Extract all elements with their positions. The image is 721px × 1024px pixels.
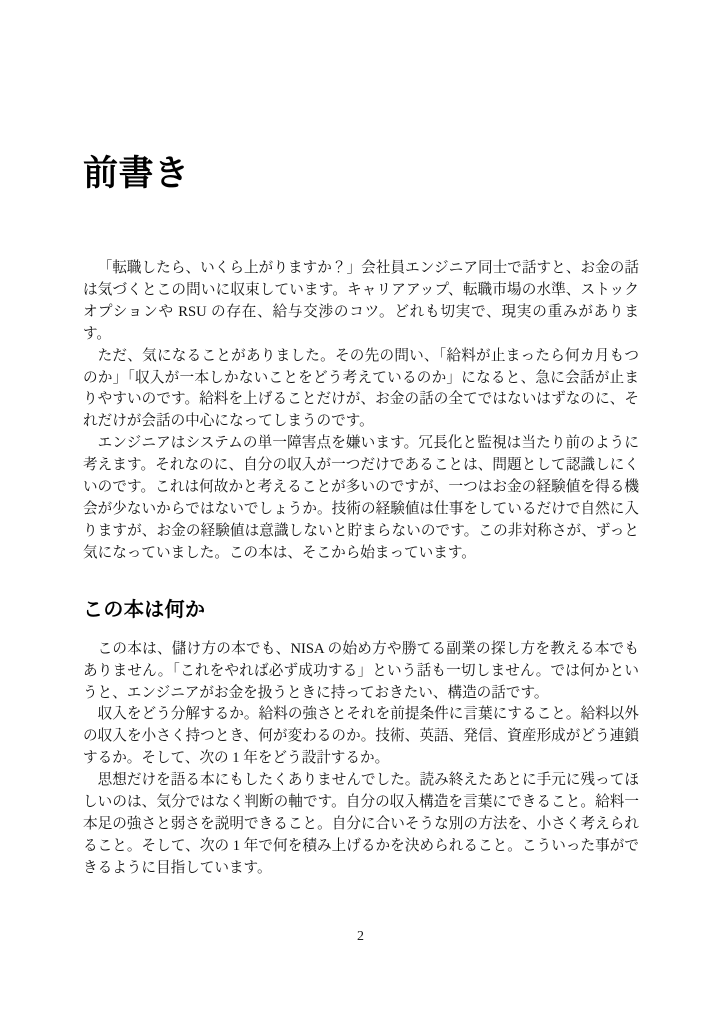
page-number: 2 bbox=[357, 929, 364, 944]
paragraph: 収入をどう分解するか。給料の強さとそれを前提条件に言葉にすること。給料以外の収入を小さく持つとき、何が変わるのか。技術、英語、発信、資産形成がどう連鎖するか。そして、次の 1 年をどう設計するか。 bbox=[83, 706, 639, 767]
page-content bbox=[83, 0, 639, 880]
paragraph: この本は、儲け方の本でも、NISA の始め方や勝てる副業の探し方を教える本でもありません。「これをやれば必ず成功する」という話も一切しません。では何かというと、エンジニアがお金を扱うときに持っておきたい、構造の話です。 bbox=[83, 640, 639, 701]
page-title: 前書き bbox=[83, 154, 190, 194]
spacer-title bbox=[83, 192, 639, 258]
section-heading-what-is-this-book: この本は何か bbox=[83, 596, 206, 621]
paragraph: ただ、気になることがありました。その先の問い、「給料が止まったら何カ月もつのか」「収入が一本しかないことをどう考えているのか」になると、急に会話が止まりやすいのです。給料を上げることだけが、お金の話の全てではないはずなのに、それだけが会話の中心になってしまうのです。 bbox=[83, 347, 639, 430]
intro-body bbox=[83, 258, 639, 565]
paragraph: 「転職したら、いくら上がりますか？」会社員エンジニア同士で話すと、お金の話は気づくとこの問いに収束しています。キャリアアップ、転職市場の水準、ストックオプションや RSU の存在、給与交渉のコツ。どれも切実で、現実の重みがあります。 bbox=[83, 260, 639, 342]
section-body-what-is-this-book bbox=[83, 639, 639, 880]
paragraph: エンジニアはシステムの単一障害点を嫌います。冗長化と監視は当たり前のように考えます。それなのに、自分の収入が一つだけであることは、問題として認識しにくいのです。これは何故かと考えることが多いのですが、一つはお金の経験値を得る機会が少ないからではないでしょうか。技術の経験値は仕事をしているだけで自然に入りますが、お金の経験値は意識しないと貯まらないのです。この非対称さが、ずっと気になっていました。この本は、そこから始まっています。 bbox=[83, 435, 639, 561]
spacer-before-heading bbox=[83, 565, 639, 597]
paragraph: 思想だけを語る本にもしたくありませんでした。読み終えたあとに手元に残ってほしいのは、気分ではなく判断の軸です。自分の収入構造を言葉にできること。給料一本足の強さと弱さを説明できること。自分に合いそうな別の方法を、小さく考えられること。そして、次の 1 年で何を積み上げるかを決められること。こういった事ができるように目指しています。 bbox=[83, 772, 639, 876]
spacer-after-heading bbox=[83, 621, 639, 639]
